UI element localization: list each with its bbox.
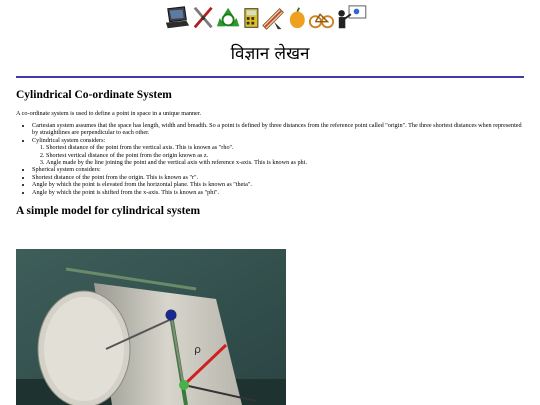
fruit-icon	[288, 4, 307, 32]
calculator-icon	[243, 4, 260, 32]
list-item: 1. Shortest distance of the point from the vertical axis. This is known as "rho".	[46, 144, 526, 151]
article	[16, 88, 526, 218]
article-heading: Cylindrical Co-ordinate System	[16, 89, 172, 101]
model-heading: A simple model for cylindrical system	[16, 205, 201, 218]
list-item-spherical: • Spherical system considers:	[32, 166, 526, 173]
site-title: विज्ञान लेखन	[230, 44, 310, 64]
teacher-board-icon	[336, 3, 368, 33]
list-item: • Angle by which the point is elevated from the horizontal plane. This is known as "theta".	[32, 181, 526, 188]
cylindrical-sublist	[32, 144, 526, 166]
recycle-icon	[216, 4, 240, 32]
intro-paragraph: A co-ordinate system is used to define a point in space in a unique manner.	[16, 110, 202, 117]
list-item: • Shortest distance of the point from the origin. This is known as "r".	[32, 174, 526, 181]
ruler-pencil-icon	[261, 4, 285, 32]
list-item: 3. Angle made by the line joining the point and the vertical axis with reference x-axis. This is known as phi.	[46, 159, 526, 166]
laptop-icon	[164, 4, 190, 32]
cylinder-model-photo	[16, 249, 286, 405]
list-item: 2. Shortest vertical distance of the point from the origin known as z.	[46, 152, 526, 159]
rho-label: ρ	[194, 343, 201, 356]
header-banner	[164, 0, 368, 36]
tools-icon	[192, 4, 214, 32]
list-item: • Angle by which the point is shifted from the x-axis. This is known as "phi".	[32, 189, 526, 196]
systems-list	[16, 122, 526, 196]
list-item-cylindrical	[32, 137, 526, 167]
header-divider	[16, 76, 524, 78]
bicycle-icon	[308, 4, 334, 32]
list-item-cartesian: • Cartesian system assumes that the space has length, width and breadth. So a point is defined by three distances from the reference point called "origin". The three shortest distances when represented by straightlines are perpendicular to each other.	[32, 122, 526, 137]
cylindrical-intro: Cylindrical system considers:	[32, 136, 106, 144]
